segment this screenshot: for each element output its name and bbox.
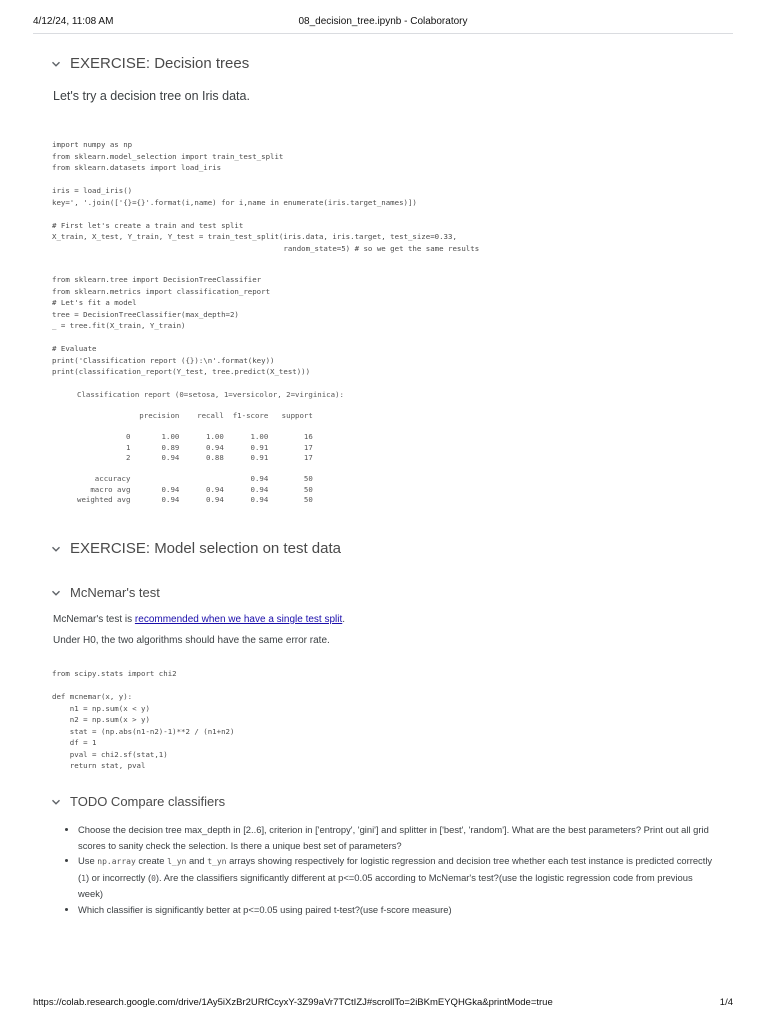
inline-code: t_yn [207, 857, 227, 866]
page-url: https://colab.research.google.com/drive/1Ay5iXzBr2URfCcyxY-3Z99aVr7TCtIZJ#scrollTo=2iBKmEYQHGka&printMode=true [33, 997, 553, 1008]
list-item: • Choose the decision tree max_depth in [2..6], criterion in ['entropy', 'gini'] and splitter in ['best', 'random']. What are the best parameters? Print out all grid scores to sanity check the selection. Is there a unique best set of parameters? [78, 822, 718, 853]
mcnemar-hypothesis: Under H0, the two algorithms should have the same error rate. [53, 635, 330, 646]
inline-code: 1 [81, 873, 86, 883]
section-header-mcnemar[interactable] [50, 585, 160, 600]
recommendation-link[interactable]: recommended when we have a single test split [134, 614, 343, 625]
section-title: TODO Compare classifiers [70, 794, 226, 809]
code-cell-3[interactable]: from scipy.stats import chi2 def mcnemar(x, y): n1 = np.sum(x < y) n2 = np.sum(x > y) stat = (np.abs(n1-n2)-1)**2 / (n1+n2) df = 1 pval = chi2.sf(stat,1) return stat, pval [52, 669, 235, 770]
list-text: create [135, 855, 168, 866]
section-title: EXERCISE: Decision trees [70, 55, 250, 72]
section-header-todo[interactable] [50, 794, 225, 809]
chevron-down-icon[interactable] [50, 796, 62, 808]
intro-text: Let's try a decision tree on Iris data. [53, 89, 250, 103]
list-text: and [186, 855, 208, 866]
cell-output-classification-report: Classification report (0=setosa, 1=versicolor, 2=virginica): precision recall f1-score support 0 1.00 1.00 1.00 16 1 0.89 0.94 0.91 17 2 0.94 0.88 0.91 17 accuracy 0.94 50 macro avg 0.94 0.94 0.94 50 weighted avg 0.94 0.94 0.94 50 [77, 390, 344, 504]
list-text: Use [78, 855, 98, 866]
chevron-down-icon[interactable] [50, 543, 62, 555]
page-number: 1/4 [719, 997, 733, 1008]
code-cell-2[interactable]: from sklearn.tree import DecisionTreeClassifier from sklearn.metrics import classification_report # Let's fit a model tree = DecisionTreeClassifier(max_depth=2) _ = tree.fit(X_train, Y_train) # Evaluate print('Classification report ({}):\n'.format(key)) print(classification_report(Y_test, tree.predict(X_test))) [52, 275, 311, 376]
header-divider [33, 33, 733, 34]
list-text: arrays showing respectively for logistic regression and decision tree whether each test instance is predicted correctly ( [78, 855, 713, 883]
print-header [33, 16, 733, 30]
notebook-title: 08_decision_tree.ipynb - Colaboratory [298, 16, 468, 27]
mcnemar-description [53, 614, 345, 625]
list-text: ). Are the classifiers significantly different at p<=0.05 according to McNemar's test?(use the logistic regression code from previous week) [78, 871, 693, 899]
inline-code: l_yn [167, 857, 187, 866]
todo-list [66, 822, 718, 917]
inline-code: 0 [151, 873, 156, 883]
list-item [78, 853, 718, 902]
code-cell-1[interactable]: import numpy as np from sklearn.model_selection import train_test_split from sklearn.datasets import load_iris iris = load_iris() key=', '.join(['{}={}'.format(i,name) for i,name in enumerate(iris.target_names)]) # First let's create a train and test split X_train, X_test, Y_train, Y_test = train_test_split(iris.data, iris.target, test_size=0.33, random_state=5) # so we get the same results [52, 140, 480, 253]
chevron-down-icon[interactable] [50, 587, 62, 599]
section-header-decision-trees[interactable] [50, 55, 249, 72]
mcnemar-text-prefix: McNemar's test is [53, 614, 135, 625]
mcnemar-text-suffix: . [342, 614, 346, 625]
section-title: McNemar's test [70, 585, 160, 600]
list-text: ) or incorrectly ( [85, 871, 152, 883]
print-datetime: 4/12/24, 11:08 AM [33, 16, 114, 27]
inline-code: np.array [97, 857, 136, 866]
chevron-down-icon[interactable] [50, 58, 62, 70]
section-header-model-selection[interactable] [50, 540, 341, 557]
list-item: • Which classifier is significantly better at p<=0.05 using paired t-test?(use f-score measure) [78, 902, 718, 918]
section-title: EXERCISE: Model selection on test data [70, 540, 341, 557]
